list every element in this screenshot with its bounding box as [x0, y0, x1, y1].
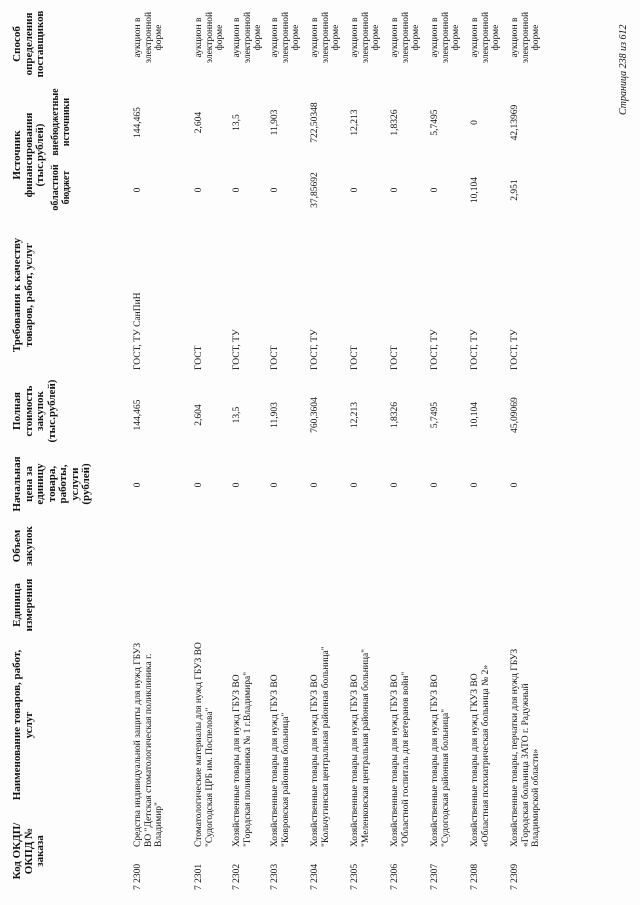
row-4-name: Хозяйственные товары для нужд ГБУЗ ВО "Ковровская районная больница": [270, 674, 291, 847]
row-7-method: аукцион в электронной форме: [390, 11, 421, 64]
row-3-name: Хозяйственные товары для нужд ГБУЗ ВО "Городская поликлиника № 1 г.Владимира": [232, 671, 253, 847]
row-6-price: 0: [350, 482, 360, 488]
row-2-req: ГОСТ: [194, 345, 204, 370]
row-8-reg: 0: [430, 187, 440, 193]
col-header-requirements: Требования к качеству товаров, работ, услуг: [11, 237, 35, 353]
row-5-total: 760,3604: [310, 397, 320, 433]
row-1-extra: 144,465: [133, 107, 143, 138]
row-6-reg: 0: [350, 187, 360, 193]
row-9-method: аукцион в электронной форме: [470, 11, 501, 64]
row-9-extra: 0: [470, 120, 480, 125]
row-1-code: 7 2300: [133, 863, 143, 890]
row-9-reg: 10,104: [470, 176, 480, 204]
row-9-code: 7 2308: [470, 863, 480, 890]
row-4-method: аукцион в электронной форме: [270, 11, 301, 64]
row-9-name: Хозяйственные товары для нужд ГКУЗ ВО «Областная психиатрическая больница № 2»: [470, 664, 491, 847]
row-1-reg: 0: [133, 187, 143, 193]
row-8-total: 5,7495: [430, 401, 440, 429]
row-10-reg: 2,951: [510, 179, 520, 201]
col-header-code: Код ОКДП/ ОКПД № заказа: [11, 822, 46, 880]
row-2-reg: 0: [194, 187, 204, 193]
row-3-total: 13,5: [232, 406, 242, 424]
col-header-regional: областной бюджет: [50, 164, 72, 211]
row-7-req: ГОСТ: [390, 345, 400, 370]
row-5-code: 7 2304: [310, 863, 320, 890]
row-4-total: 11,903: [270, 402, 280, 428]
row-2-extra: 2,604: [194, 111, 204, 134]
row-5-price: 0: [310, 482, 320, 488]
row-10-price: 0: [510, 482, 520, 488]
row-8-name: Хозяйственные товары для нужд ГБУЗ ВО "Судогодская районная больница": [430, 674, 451, 847]
row-6-code: 7 2305: [350, 863, 360, 890]
row-9-total: 10,104: [470, 401, 480, 429]
row-3-code: 7 2302: [232, 863, 242, 890]
row-6-method: аукцион в электронной форме: [350, 11, 381, 64]
row-9-req: ГОСТ, ТУ: [470, 329, 480, 370]
row-1-method: аукцион в электронной форме: [133, 11, 164, 64]
row-9-price: 0: [470, 482, 480, 488]
row-10-method: аукцион в электронной форме: [510, 11, 541, 64]
row-7-extra: 1,8326: [390, 109, 400, 136]
row-1-name: Средства индивидуальной защиты для нужд ГБУЗ ВО "Детская стоматологическая поликлиника г. Владимир": [133, 642, 164, 847]
col-header-price: Начальная цена за единицу товара, работы, услуги (рублей): [11, 456, 92, 512]
col-header-method: Способ определения поставщиков: [11, 10, 46, 78]
row-10-name: Хозяйственные товары, перчатки для нужд ГБУЗ «Городская больница ЗАТО г. Радужный Владимирской области»: [510, 648, 541, 847]
col-header-sources: Источник финансирования (тыс.рублей): [11, 112, 46, 198]
row-2-name: Стоматологические материалы для нужд ГБУЗ ВО "Судогодская ЦРБ им. Поспелова": [194, 642, 215, 847]
row-5-name: Хозяйственные товары для нужд ГБУЗ ВО "Кольчугинская центральная районная больница": [310, 646, 331, 847]
row-7-total: 1,8326: [390, 401, 400, 429]
row-3-price: 0: [232, 482, 242, 488]
row-1-price: 0: [133, 482, 143, 488]
row-5-method: аукцион в электронной форме: [310, 11, 341, 64]
row-3-req: ГОСТ, ТУ: [232, 329, 242, 370]
row-6-req: ГОСТ: [350, 345, 360, 370]
row-8-method: аукцион в электронной форме: [430, 11, 461, 64]
row-8-req: ГОСТ, ТУ: [430, 329, 440, 370]
row-4-reg: 0: [270, 187, 280, 193]
row-1-req: ГОСТ, ТУ СанПиН: [133, 292, 143, 370]
row-5-reg: 37,85692: [310, 172, 320, 208]
row-7-name: Хозяйственные товары для нужд ГБУЗ ВО "Областной госпиталь для ветеранов войн": [390, 671, 411, 847]
row-2-code: 7 2301: [194, 863, 204, 890]
row-10-extra: 42,13969: [510, 104, 520, 141]
row-2-total: 2,604: [194, 404, 204, 426]
row-2-price: 0: [194, 482, 204, 488]
page-number: Страница 238 из 612: [618, 24, 629, 115]
row-8-price: 0: [430, 482, 440, 488]
row-10-total: 45,09069: [510, 397, 520, 433]
row-10-code: 7 2309: [510, 863, 520, 890]
row-8-extra: 5,7495: [430, 109, 440, 136]
col-header-name: Наименование товаров, работ, услуг: [11, 649, 35, 801]
row-3-reg: 0: [232, 187, 242, 193]
row-5-extra: 722,50348: [310, 102, 320, 143]
row-7-price: 0: [390, 482, 400, 488]
row-6-total: 12,213: [350, 401, 360, 429]
row-10-req: ГОСТ, ТУ: [510, 329, 520, 370]
row-7-code: 7 2306: [390, 863, 400, 890]
row-6-extra: 12,213: [350, 109, 360, 136]
row-2-method: аукцион в электронной форме: [194, 11, 225, 64]
col-header-volume: Объем закупок: [11, 526, 35, 566]
row-3-method: аукцион в электронной форме: [232, 11, 263, 64]
row-4-code: 7 2303: [270, 863, 280, 890]
row-8-code: 7 2307: [430, 863, 440, 890]
row-7-reg: 0: [390, 187, 400, 193]
row-4-req: ГОСТ: [270, 345, 280, 370]
row-1-total: 144,465: [133, 399, 143, 431]
row-3-extra: 13,5: [232, 114, 242, 131]
col-header-extrabudget: внебюджетные источники: [50, 88, 72, 156]
col-header-unit: Единица измерения: [11, 578, 35, 632]
row-4-extra: 11,903: [270, 109, 280, 136]
col-header-total: Полная стоимость закупок (тыс.рублей): [11, 379, 58, 443]
row-6-name: Хозяйственные товары для нужд ГБУЗ ВО "Меленковская центральная районная больница": [350, 648, 371, 847]
row-5-req: ГОСТ, ТУ: [310, 329, 320, 370]
row-4-price: 0: [270, 482, 280, 488]
